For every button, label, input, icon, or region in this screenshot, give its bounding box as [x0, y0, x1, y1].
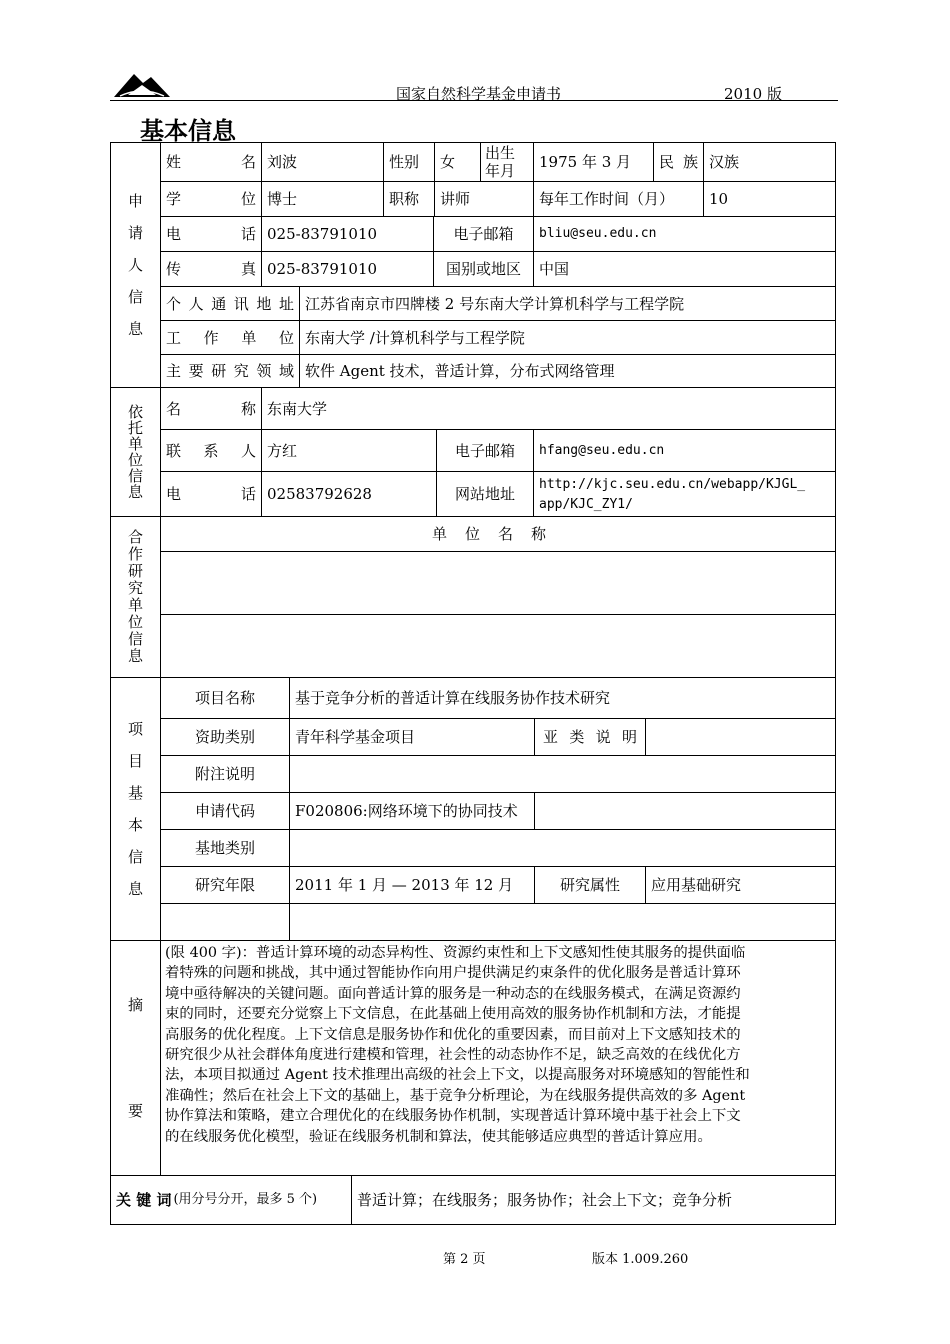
abstract-line: 高服务的优化程度。上下文信息是服务协作和优化的重要因素，而目前对上下文感知技术的 [165, 1026, 741, 1043]
funding-label: 资助类别 [160, 718, 290, 756]
website-label: 网站地址 [436, 471, 534, 517]
abstract-line: 的在线服务优化模型，验证在线服务机制和算法，使其能够适应典型的普适计算应用。 [165, 1128, 712, 1145]
name-value: 刘波 [261, 142, 384, 182]
project-name-label: 项目名称 [160, 677, 290, 719]
address-label: 个 人 通 讯 地 址 [160, 286, 300, 321]
field-value: 软件 Agent 技术，普适计算，分布式网络管理 [299, 354, 836, 388]
birth-label: 出生 年月 [480, 142, 534, 182]
nsfc-logo-icon [112, 66, 172, 100]
website-value: http://kjc.seu.edu.cn/webapp/KJGL_ app/KJC_ZY1/ [533, 471, 836, 517]
inst-email-label: 电子邮箱 [436, 429, 534, 472]
ethnic-value: 汉族 [703, 142, 836, 182]
subcategory-label: 亚 类 说 明 [534, 718, 646, 756]
contact-label: 联 系 人 [160, 429, 262, 472]
abstract-line: 着特殊的问题和挑战，其中通过智能协作向用户提供满足约束条件的优化服务是普适计算环 [165, 965, 741, 982]
project-group-label: 项 目 基 本 信 息 [110, 677, 161, 941]
fax-value: 025-83791010 [261, 251, 434, 287]
fax-label: 传 真 [160, 251, 262, 287]
abstract-line: 束的同时，还要充分觉察上下文信息，在此基础上使用高效的服务协作机制和方法，才能提 [165, 1006, 741, 1023]
unit-value: 东南大学 /计算机科学与工程学院 [299, 320, 836, 355]
ethnic-label: 民 族 [653, 142, 704, 182]
unit-label: 工 作 单 位 [160, 320, 300, 355]
note-label: 附注说明 [160, 755, 290, 793]
funding-value: 青年科学基金项目 [289, 718, 535, 756]
keywords-label: 关 键 词 (用分号分开，最多 5 个) [110, 1175, 352, 1225]
field-label: 主 要 研 究 领 域 [160, 354, 300, 388]
attribute-label: 研究属性 [534, 866, 646, 904]
subcategory-value [645, 718, 836, 756]
gender-label: 性别 [383, 142, 435, 182]
project-name-value: 基于竞争分析的普适计算在线服务协作技术研究 [289, 677, 836, 719]
phone-value: 025-83791010 [261, 216, 434, 252]
abstract-line: 协作算法和策略，建立合理优化的在线服务协作机制，实现普适计算环境中基于社会上下文 [165, 1108, 741, 1125]
inst-phone-label: 电 话 [160, 471, 262, 517]
degree-value: 博士 [261, 181, 384, 217]
country-value: 中国 [533, 251, 836, 287]
country-label: 国别或地区 [433, 251, 534, 287]
code-label: 申请代码 [160, 792, 290, 830]
address-value: 江苏省南京市四牌楼 2 号东南大学计算机科学与工程学院 [299, 286, 836, 321]
worktime-label: 每年工作时间（月） [533, 181, 704, 217]
section-title: 基本信息 [140, 117, 236, 145]
degree-label: 学 位 [160, 181, 262, 217]
period-value: 2011 年 1 月 — 2013 年 12 月 [289, 866, 535, 904]
base-label: 基地类别 [160, 829, 290, 867]
period-label: 研究年限 [160, 866, 290, 904]
title-value: 讲师 [434, 181, 534, 217]
page-number: 第 2 页 [443, 1252, 486, 1267]
abstract-text: (限 400 字)：普适计算环境的动态异构性、资源约束性和上下文感知性使其服务的提供面临 着特殊的问题和挑战，其中通过智能协作向用户提供满足约束条件的优化服务是普适计算环 境中亟待解决的关键问题。面向普适计算的服务是一种动态的在线服务模式，在满足资源约 束的同时，还要充分觉察上下文信息，在此基础上使用高效的服务协作机制和方法，才能提 高服务的优化程度。上下文信息是服务协作和优化的重要因素，而目前对上下文感知技术的 研究很少从社会群体角度进行建模和管理，社会性的动态协作不足，缺乏高效的在线优化方 法，本项目拟通过 Agent 技术推理出高级的社会上下文，以提高服务对环境感知的智能性和 准确性；然后在社会上下文的基础上，基于竞争分析理论，为在线服务提供高效的多 Agent 协作算法和策略，建立合理优化的在线服务协作机制，实现普适计算环境中基于社会上下文 的在线服务优化模型，验证在线服务机制和算法，使其能够适应典型的普适计算应用。 [160, 940, 836, 1176]
attribute-value: 应用基础研究 [645, 866, 836, 904]
abstract-line: 法，本项目拟通过 Agent 技术推理出高级的社会上下文，以提高服务对环境感知的智能性和 [165, 1067, 750, 1084]
inst-phone-value: 02583792628 [261, 471, 437, 517]
email-value: bliu@seu.edu.cn [533, 216, 836, 252]
header-rule [110, 100, 838, 101]
project-blank-value [289, 903, 836, 941]
worktime-value: 10 [703, 181, 836, 217]
cooperation-group-label: 合 作 研 究 单 位 信 息 [110, 516, 161, 678]
gender-value: 女 [434, 142, 481, 182]
contact-value: 方红 [261, 429, 437, 472]
inst-name-label: 名 称 [160, 387, 262, 430]
email-label: 电子邮箱 [433, 216, 534, 252]
code-extra [534, 792, 836, 830]
abstract-line: 研究很少从社会群体角度进行建模和管理，社会性的动态协作不足，缺乏高效的在线优化方 [165, 1047, 741, 1064]
code-value: F020806:网络环境下的协同技术 [289, 792, 535, 830]
cooperation-row [160, 614, 836, 678]
base-value [289, 829, 836, 867]
title-label: 职称 [383, 181, 435, 217]
abstract-limit: (限 400 字) [165, 945, 242, 961]
name-label: 姓 名 [160, 142, 262, 182]
document-version: 版本 1.009.260 [592, 1252, 689, 1267]
cooperation-header: 单位名称 [160, 516, 836, 552]
cooperation-row [160, 551, 836, 615]
abstract-line: 准确性；然后在社会上下文的基础上，基于竞争分析理论，为在线服务提供高效的多 Agent [165, 1087, 746, 1104]
birth-value: 1975 年 3 月 [533, 142, 654, 182]
header-title: 国家自然科学基金申请书 [396, 85, 562, 103]
keywords-value: 普适计算；在线服务；服务协作；社会上下文；竞争分析 [351, 1175, 836, 1225]
inst-name-value: 东南大学 [261, 387, 836, 430]
institution-group-label: 依 托 单 位 信 息 [110, 387, 161, 517]
inst-email-value: hfang@seu.edu.cn [533, 429, 836, 472]
abstract-label: 摘 要 [110, 940, 161, 1176]
phone-label: 电 话 [160, 216, 262, 252]
note-value [289, 755, 836, 793]
applicant-group-label: 申 请 人 信 息 [110, 142, 161, 388]
abstract-line: 境中亟待解决的关键问题。面向普适计算的服务是一种动态的在线服务模式，在满足资源约 [165, 985, 741, 1002]
header-version: 2010 版 [724, 85, 782, 103]
project-blank-label [160, 903, 290, 941]
